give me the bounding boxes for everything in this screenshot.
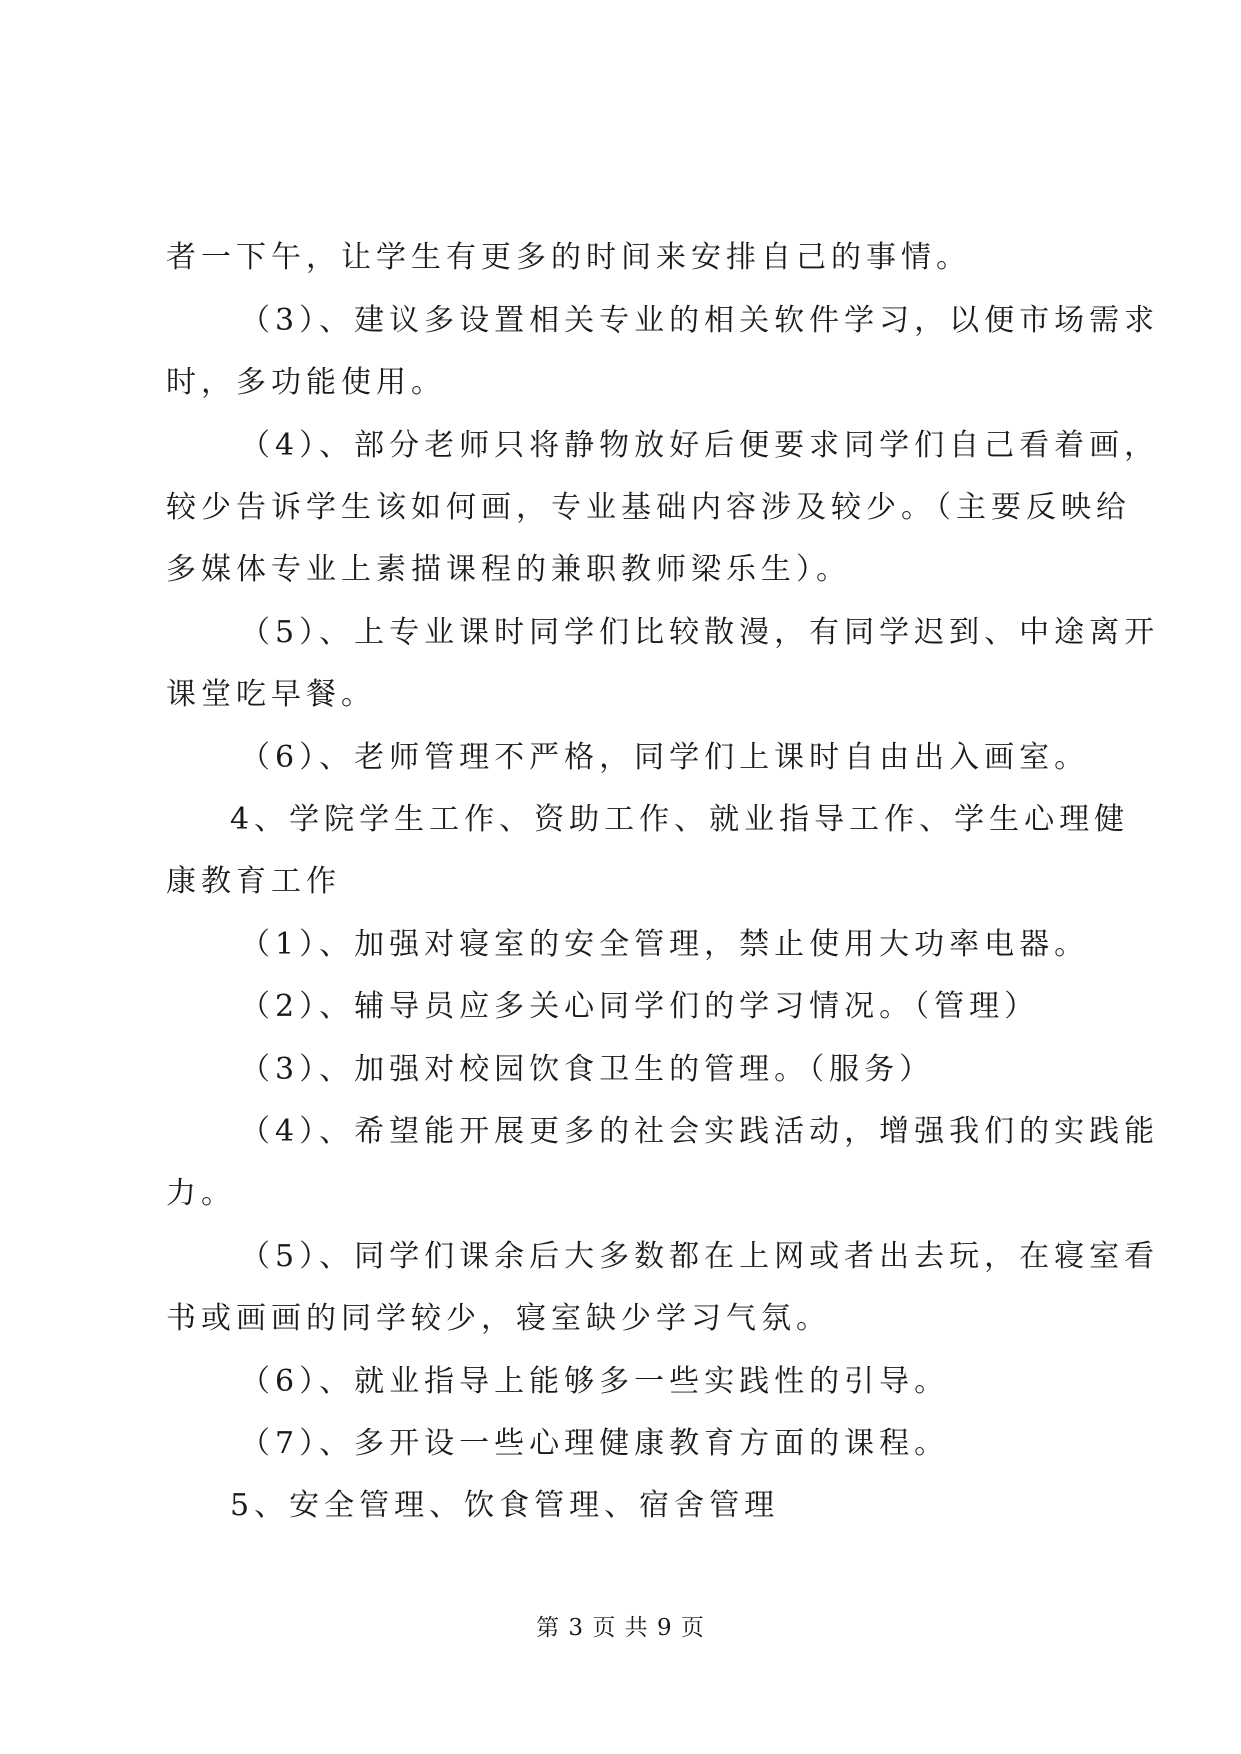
list-item-4: （4）、部分老师只将静物放好后便要求同学们自己看着画， (240, 428, 1160, 463)
list-item-6: （6）、老师管理不严格，同学们上课时自由出入画室。 (240, 740, 1090, 775)
body-text-line: 时，多功能使用。 (166, 365, 446, 400)
body-text-line: 较少告诉学生该如何画，专业基础内容涉及较少。（主要反映给 (166, 490, 1131, 525)
list-item-6: （6）、就业指导上能够多一些实践性的引导。 (240, 1364, 950, 1399)
page-number-footer: 第 3 页 共 9 页 (536, 1615, 705, 1641)
body-text-line: 多媒体专业上素描课程的兼职教师梁乐生）。 (166, 552, 851, 587)
body-text-line: 者一下午，让学生有更多的时间来安排自己的事情。 (166, 240, 971, 275)
body-text-line: 课堂吃早餐。 (166, 677, 376, 712)
list-item-5: （5）、同学们课余后大多数都在上网或者出去玩，在寝室看 (240, 1239, 1160, 1274)
list-item-1: （1）、加强对寝室的安全管理，禁止使用大功率电器。 (240, 927, 1090, 962)
body-text-line: 书或画画的同学较少，寝室缺少学习气氛。 (166, 1301, 831, 1336)
list-item-7: （7）、多开设一些心理健康教育方面的课程。 (240, 1426, 950, 1461)
section-heading-5: 5、安全管理、饮食管理、宿舍管理 (230, 1488, 780, 1523)
list-item-3: （3）、建议多设置相关专业的相关软件学习，以便市场需求 (240, 303, 1160, 338)
list-item-3: （3）、加强对校园饮食卫生的管理。（服务） (240, 1052, 935, 1087)
body-text-line: 力。 (166, 1176, 236, 1211)
list-item-4: （4）、希望能开展更多的社会实践活动，增强我们的实践能 (240, 1114, 1160, 1149)
section-heading-4: 4、学院学生工作、资助工作、就业指导工作、学生心理健 (230, 802, 1130, 837)
list-item-2: （2）、辅导员应多关心同学们的学习情况。（管理） (240, 989, 1040, 1024)
section-heading-continued: 康教育工作 (166, 864, 341, 899)
list-item-5: （5）、上专业课时同学们比较散漫，有同学迟到、中途离开 (240, 615, 1160, 650)
